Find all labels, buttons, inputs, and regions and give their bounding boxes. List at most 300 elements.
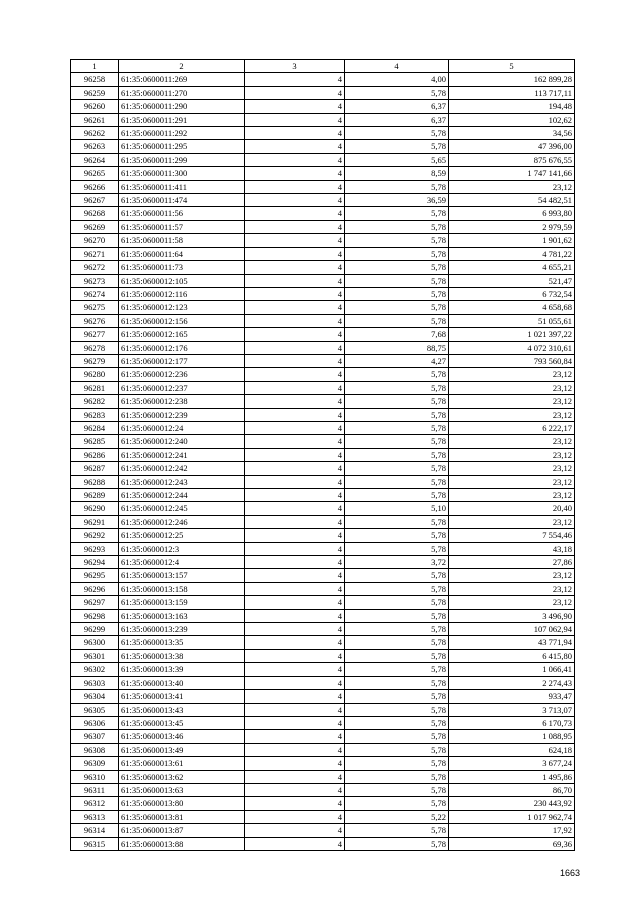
header-col-2: 2 (119, 60, 245, 73)
amount-cell: 23,12 (449, 515, 575, 528)
cadastral-number-cell: 61:35:0600013:87 (119, 824, 245, 837)
table-row (71, 127, 575, 140)
rate-cell: 5,78 (345, 140, 449, 153)
cadastral-number-cell: 61:35:0600011:474 (119, 194, 245, 207)
amount-cell: 1 088,95 (449, 730, 575, 743)
row-index-cell: 96264 (71, 153, 119, 166)
cadastral-number-cell: 61:35:0600012:24 (119, 421, 245, 434)
rate-cell: 5,78 (345, 623, 449, 636)
cadastral-number-cell: 61:35:0600011:58 (119, 234, 245, 247)
rate-cell: 5,10 (345, 502, 449, 515)
row-index-cell: 96313 (71, 810, 119, 823)
table-row (71, 395, 575, 408)
rate-cell: 5,78 (345, 180, 449, 193)
rate-cell: 5,78 (345, 663, 449, 676)
cadastral-number-cell: 61:35:0600013:61 (119, 757, 245, 770)
table-row (71, 328, 575, 341)
row-index-cell: 96297 (71, 596, 119, 609)
row-index-cell: 96303 (71, 676, 119, 689)
table-row (71, 703, 575, 716)
cadastral-number-cell: 61:35:0600012:116 (119, 287, 245, 300)
rate-cell: 5,78 (345, 381, 449, 394)
category-cell: 4 (245, 797, 345, 810)
rate-cell: 5,78 (345, 783, 449, 796)
cadastral-number-cell: 61:35:0600011:299 (119, 153, 245, 166)
row-index-cell: 96290 (71, 502, 119, 515)
amount-cell: 194,48 (449, 100, 575, 113)
category-cell: 4 (245, 234, 345, 247)
rate-cell: 5,78 (345, 220, 449, 233)
cadastral-number-cell: 61:35:0600012:176 (119, 341, 245, 354)
row-index-cell: 96300 (71, 636, 119, 649)
amount-cell: 23,12 (449, 395, 575, 408)
rate-cell: 5,78 (345, 234, 449, 247)
rate-cell: 5,22 (345, 810, 449, 823)
rate-cell: 5,78 (345, 408, 449, 421)
table-row (71, 234, 575, 247)
category-cell: 4 (245, 824, 345, 837)
table-row (71, 301, 575, 314)
cadastral-number-cell: 61:35:0600012:239 (119, 408, 245, 421)
amount-cell: 6 993,80 (449, 207, 575, 220)
table-row (71, 690, 575, 703)
row-index-cell: 96289 (71, 489, 119, 502)
category-cell: 4 (245, 421, 345, 434)
cadastral-number-cell: 61:35:0600011:300 (119, 167, 245, 180)
table-row (71, 73, 575, 86)
cadastral-number-cell: 61:35:0600013:158 (119, 582, 245, 595)
row-index-cell: 96270 (71, 234, 119, 247)
row-index-cell: 96260 (71, 100, 119, 113)
cadastral-number-cell: 61:35:0600011:269 (119, 73, 245, 86)
table-row (71, 86, 575, 99)
cadastral-number-cell: 61:35:0600012:243 (119, 475, 245, 488)
row-index-cell: 96258 (71, 73, 119, 86)
amount-cell: 47 396,00 (449, 140, 575, 153)
category-cell: 4 (245, 220, 345, 233)
amount-cell: 7 554,46 (449, 529, 575, 542)
rate-cell: 5,78 (345, 462, 449, 475)
table-row (71, 716, 575, 729)
category-cell: 4 (245, 757, 345, 770)
cadastral-number-cell: 61:35:0600013:80 (119, 797, 245, 810)
amount-cell: 23,12 (449, 368, 575, 381)
amount-cell: 102,62 (449, 113, 575, 126)
amount-cell: 27,86 (449, 556, 575, 569)
category-cell: 4 (245, 770, 345, 783)
category-cell: 4 (245, 86, 345, 99)
cadastral-number-cell: 61:35:0600011:270 (119, 86, 245, 99)
rate-cell: 4,00 (345, 73, 449, 86)
rate-cell: 5,78 (345, 395, 449, 408)
cadastral-number-cell: 61:35:0600013:163 (119, 609, 245, 622)
rate-cell: 5,78 (345, 515, 449, 528)
category-cell: 4 (245, 140, 345, 153)
cadastral-number-cell: 61:35:0600013:81 (119, 810, 245, 823)
category-cell: 4 (245, 542, 345, 555)
amount-cell: 875 676,55 (449, 153, 575, 166)
amount-cell: 4 655,21 (449, 261, 575, 274)
cadastral-number-cell: 61:35:0600012:246 (119, 515, 245, 528)
row-index-cell: 96279 (71, 354, 119, 367)
table-row (71, 408, 575, 421)
amount-cell: 23,12 (449, 489, 575, 502)
table-row (71, 314, 575, 327)
row-index-cell: 96265 (71, 167, 119, 180)
row-index-cell: 96315 (71, 837, 119, 850)
header-col-1: 1 (71, 60, 119, 73)
table-row (71, 113, 575, 126)
amount-cell: 43,18 (449, 542, 575, 555)
table-row (71, 475, 575, 488)
row-index-cell: 96273 (71, 274, 119, 287)
row-index-cell: 96312 (71, 797, 119, 810)
amount-cell: 23,12 (449, 462, 575, 475)
cadastral-number-cell: 61:35:0600013:43 (119, 703, 245, 716)
cadastral-number-cell: 61:35:0600013:159 (119, 596, 245, 609)
table-row (71, 502, 575, 515)
row-index-cell: 96277 (71, 328, 119, 341)
category-cell: 4 (245, 247, 345, 260)
cadastral-number-cell: 61:35:0600011:290 (119, 100, 245, 113)
table-row (71, 609, 575, 622)
cadastral-number-cell: 61:35:0600013:62 (119, 770, 245, 783)
category-cell: 4 (245, 435, 345, 448)
amount-cell: 23,12 (449, 475, 575, 488)
row-index-cell: 96295 (71, 569, 119, 582)
row-index-cell: 96291 (71, 515, 119, 528)
category-cell: 4 (245, 730, 345, 743)
row-index-cell: 96296 (71, 582, 119, 595)
cadastral-number-cell: 61:35:0600013:40 (119, 676, 245, 689)
row-index-cell: 96293 (71, 542, 119, 555)
rate-cell: 5,78 (345, 716, 449, 729)
amount-cell: 624,18 (449, 743, 575, 756)
table-row (71, 730, 575, 743)
amount-cell: 3 677,24 (449, 757, 575, 770)
cadastral-number-cell: 61:35:0600012:245 (119, 502, 245, 515)
amount-cell: 1 901,62 (449, 234, 575, 247)
table-row (71, 542, 575, 555)
category-cell: 4 (245, 194, 345, 207)
cadastral-number-cell: 61:35:0600012:123 (119, 301, 245, 314)
amount-cell: 6 415,80 (449, 649, 575, 662)
category-cell: 4 (245, 636, 345, 649)
table-row (71, 140, 575, 153)
rate-cell: 5,78 (345, 609, 449, 622)
amount-cell: 17,92 (449, 824, 575, 837)
cadastral-number-cell: 61:35:0600013:39 (119, 663, 245, 676)
category-cell: 4 (245, 743, 345, 756)
row-index-cell: 96306 (71, 716, 119, 729)
category-cell: 4 (245, 153, 345, 166)
cadastral-number-cell: 61:35:0600012:244 (119, 489, 245, 502)
row-index-cell: 96259 (71, 86, 119, 99)
category-cell: 4 (245, 649, 345, 662)
table-row (71, 220, 575, 233)
row-index-cell: 96307 (71, 730, 119, 743)
category-cell: 4 (245, 354, 345, 367)
table-row (71, 153, 575, 166)
amount-cell: 1 066,41 (449, 663, 575, 676)
table-row (71, 274, 575, 287)
amount-cell: 933,47 (449, 690, 575, 703)
category-cell: 4 (245, 207, 345, 220)
cadastral-number-cell: 61:35:0600013:38 (119, 649, 245, 662)
amount-cell: 54 482,51 (449, 194, 575, 207)
cadastral-number-cell: 61:35:0600011:64 (119, 247, 245, 260)
row-index-cell: 96261 (71, 113, 119, 126)
amount-cell: 6 170,73 (449, 716, 575, 729)
header-col-4: 4 (345, 60, 449, 73)
table-row (71, 515, 575, 528)
cadastral-number-cell: 61:35:0600012:165 (119, 328, 245, 341)
table-row (71, 636, 575, 649)
amount-cell: 43 771,94 (449, 636, 575, 649)
rate-cell: 5,78 (345, 837, 449, 850)
amount-cell: 23,12 (449, 596, 575, 609)
cadastral-number-cell: 61:35:0600013:46 (119, 730, 245, 743)
cadastral-number-cell: 61:35:0600011:291 (119, 113, 245, 126)
amount-cell: 113 717,11 (449, 86, 575, 99)
amount-cell: 1 021 397,22 (449, 328, 575, 341)
category-cell: 4 (245, 368, 345, 381)
category-cell: 4 (245, 623, 345, 636)
table-row (71, 448, 575, 461)
rate-cell: 5,78 (345, 690, 449, 703)
category-cell: 4 (245, 502, 345, 515)
category-cell: 4 (245, 408, 345, 421)
cadastral-number-cell: 61:35:0600013:157 (119, 569, 245, 582)
amount-cell: 23,12 (449, 381, 575, 394)
category-cell: 4 (245, 489, 345, 502)
category-cell: 4 (245, 127, 345, 140)
table-row (71, 247, 575, 260)
row-index-cell: 96302 (71, 663, 119, 676)
rate-cell: 5,78 (345, 368, 449, 381)
amount-cell: 23,12 (449, 408, 575, 421)
rate-cell: 5,78 (345, 757, 449, 770)
table-row (71, 381, 575, 394)
cadastral-number-cell: 61:35:0600012:156 (119, 314, 245, 327)
table-row (71, 663, 575, 676)
table-row (71, 489, 575, 502)
table-row (71, 649, 575, 662)
category-cell: 4 (245, 837, 345, 850)
row-index-cell: 96311 (71, 783, 119, 796)
cadastral-number-cell: 61:35:0600011:57 (119, 220, 245, 233)
row-index-cell: 96288 (71, 475, 119, 488)
category-cell: 4 (245, 582, 345, 595)
rate-cell: 5,78 (345, 435, 449, 448)
row-index-cell: 96274 (71, 287, 119, 300)
row-index-cell: 96266 (71, 180, 119, 193)
rate-cell: 5,78 (345, 596, 449, 609)
page-number: 1663 (560, 868, 581, 878)
table-row (71, 194, 575, 207)
cadastral-number-cell: 61:35:0600012:242 (119, 462, 245, 475)
row-index-cell: 96287 (71, 462, 119, 475)
rate-cell: 5,78 (345, 529, 449, 542)
rate-cell: 5,78 (345, 127, 449, 140)
rate-cell: 5,78 (345, 301, 449, 314)
header-col-3: 3 (245, 60, 345, 73)
category-cell: 4 (245, 328, 345, 341)
rate-cell: 5,78 (345, 730, 449, 743)
cadastral-number-cell: 61:35:0600013:239 (119, 623, 245, 636)
amount-cell: 20,40 (449, 502, 575, 515)
row-index-cell: 96286 (71, 448, 119, 461)
amount-cell: 6 732,54 (449, 287, 575, 300)
cadastral-number-cell: 61:35:0600012:25 (119, 529, 245, 542)
cadastral-number-cell: 61:35:0600013:88 (119, 837, 245, 850)
amount-cell: 2 274,43 (449, 676, 575, 689)
amount-cell: 3 496,90 (449, 609, 575, 622)
table-row (71, 207, 575, 220)
amount-cell: 23,12 (449, 448, 575, 461)
row-index-cell: 96301 (71, 649, 119, 662)
category-cell: 4 (245, 810, 345, 823)
amount-cell: 162 899,28 (449, 73, 575, 86)
row-index-cell: 96262 (71, 127, 119, 140)
row-index-cell: 96276 (71, 314, 119, 327)
row-index-cell: 96278 (71, 341, 119, 354)
category-cell: 4 (245, 609, 345, 622)
table-row (71, 368, 575, 381)
table-row (71, 462, 575, 475)
table-row (71, 421, 575, 434)
rate-cell: 5,78 (345, 542, 449, 555)
rate-cell: 5,78 (345, 421, 449, 434)
category-cell: 4 (245, 529, 345, 542)
category-cell: 4 (245, 690, 345, 703)
rate-cell: 5,65 (345, 153, 449, 166)
cadastral-number-cell: 61:35:0600012:3 (119, 542, 245, 555)
amount-cell: 521,47 (449, 274, 575, 287)
table-row (71, 676, 575, 689)
table-row (71, 556, 575, 569)
table-row (71, 261, 575, 274)
row-index-cell: 96268 (71, 207, 119, 220)
cadastral-number-cell: 61:35:0600011:73 (119, 261, 245, 274)
table-row (71, 569, 575, 582)
cadastral-number-cell: 61:35:0600011:295 (119, 140, 245, 153)
table-row (71, 167, 575, 180)
row-index-cell: 96269 (71, 220, 119, 233)
table-body (71, 73, 575, 851)
category-cell: 4 (245, 676, 345, 689)
table-row (71, 783, 575, 796)
table-row (71, 341, 575, 354)
amount-cell: 86,70 (449, 783, 575, 796)
cadastral-number-cell: 61:35:0600011:292 (119, 127, 245, 140)
amount-cell: 23,12 (449, 180, 575, 193)
table-row (71, 100, 575, 113)
row-index-cell: 96283 (71, 408, 119, 421)
table-row (71, 354, 575, 367)
category-cell: 4 (245, 716, 345, 729)
rate-cell: 5,78 (345, 649, 449, 662)
row-index-cell: 96267 (71, 194, 119, 207)
category-cell: 4 (245, 556, 345, 569)
table-row (71, 529, 575, 542)
amount-cell: 1 747 141,66 (449, 167, 575, 180)
cadastral-number-cell: 61:35:0600011:411 (119, 180, 245, 193)
category-cell: 4 (245, 314, 345, 327)
row-index-cell: 96280 (71, 368, 119, 381)
rate-cell: 88,75 (345, 341, 449, 354)
rate-cell: 5,78 (345, 314, 449, 327)
table-row (71, 770, 575, 783)
category-cell: 4 (245, 596, 345, 609)
amount-cell: 2 979,59 (449, 220, 575, 233)
rate-cell: 5,78 (345, 475, 449, 488)
category-cell: 4 (245, 261, 345, 274)
table-row (71, 435, 575, 448)
amount-cell: 4 072 310,61 (449, 341, 575, 354)
amount-cell: 51 055,61 (449, 314, 575, 327)
table-row (71, 757, 575, 770)
rate-cell: 5,78 (345, 582, 449, 595)
table-row (71, 623, 575, 636)
row-index-cell: 96272 (71, 261, 119, 274)
category-cell: 4 (245, 515, 345, 528)
category-cell: 4 (245, 180, 345, 193)
row-index-cell: 96298 (71, 609, 119, 622)
row-index-cell: 96308 (71, 743, 119, 756)
row-index-cell: 96299 (71, 623, 119, 636)
amount-cell: 23,12 (449, 582, 575, 595)
category-cell: 4 (245, 703, 345, 716)
row-index-cell: 96305 (71, 703, 119, 716)
cadastral-number-cell: 61:35:0600012:177 (119, 354, 245, 367)
amount-cell: 107 062,94 (449, 623, 575, 636)
row-index-cell: 96285 (71, 435, 119, 448)
category-cell: 4 (245, 341, 345, 354)
category-cell: 4 (245, 73, 345, 86)
rate-cell: 5,78 (345, 86, 449, 99)
rate-cell: 5,78 (345, 636, 449, 649)
cadastral-number-cell: 61:35:0600012:236 (119, 368, 245, 381)
rate-cell: 5,78 (345, 703, 449, 716)
cadastral-number-cell: 61:35:0600012:238 (119, 395, 245, 408)
rate-cell: 36,59 (345, 194, 449, 207)
amount-cell: 6 222,17 (449, 421, 575, 434)
rate-cell: 5,78 (345, 247, 449, 260)
cadastral-number-cell: 61:35:0600012:105 (119, 274, 245, 287)
category-cell: 4 (245, 113, 345, 126)
rate-cell: 5,78 (345, 824, 449, 837)
rate-cell: 8,59 (345, 167, 449, 180)
category-cell: 4 (245, 462, 345, 475)
category-cell: 4 (245, 395, 345, 408)
rate-cell: 7,68 (345, 328, 449, 341)
category-cell: 4 (245, 448, 345, 461)
cadastral-number-cell: 61:35:0600013:41 (119, 690, 245, 703)
row-index-cell: 96294 (71, 556, 119, 569)
row-index-cell: 96271 (71, 247, 119, 260)
table-row (71, 797, 575, 810)
cadastral-number-cell: 61:35:0600013:35 (119, 636, 245, 649)
rate-cell: 6,37 (345, 100, 449, 113)
header-col-5: 5 (449, 60, 575, 73)
table-row (71, 824, 575, 837)
header-row (71, 60, 575, 73)
table-row (71, 287, 575, 300)
category-cell: 4 (245, 287, 345, 300)
rate-cell: 5,78 (345, 569, 449, 582)
cadastral-number-cell: 61:35:0600013:49 (119, 743, 245, 756)
